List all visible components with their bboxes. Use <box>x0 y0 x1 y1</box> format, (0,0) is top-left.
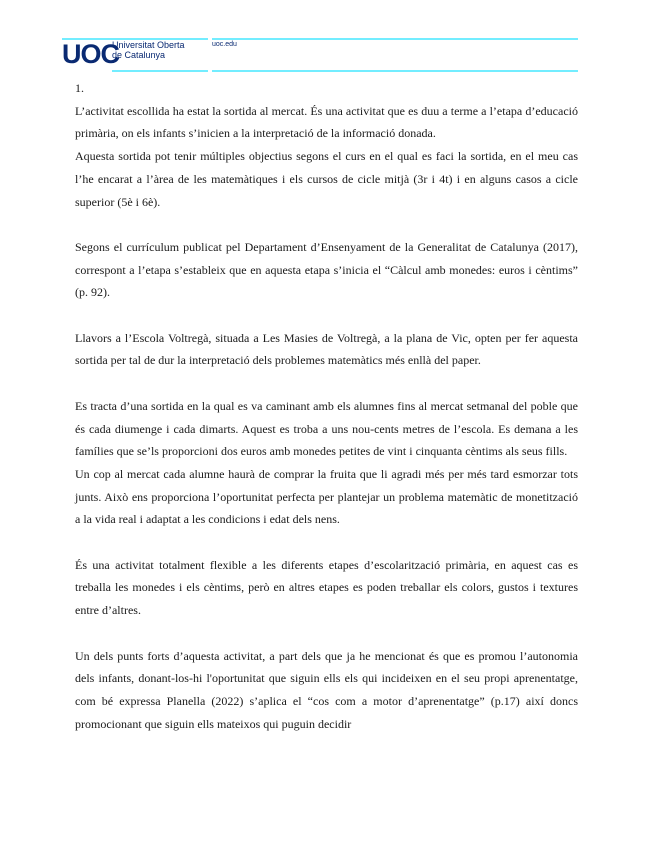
uoc-url: uoc.edu <box>212 41 237 48</box>
document-body <box>75 77 578 735</box>
paragraph-8: Un dels punts forts d’aquesta activitat, a part dels que ja he mencionat és que es promou l’autonomia dels infants, donant-los-hi l'oportunitat que siguin ells els qui incideixen en el seu propi aprenentatge, com bé expressa Planella (2022) s’aplica el “cos com a motor d’aprenentatge” (p.17) així doncs promocionant que siguin ells mateixos qui puguin decidir <box>75 648 578 731</box>
paragraph-6: Un cop al mercat cada alumne haurà de comprar la fruita que li agradi més per més tard esmorzar tots junts. Això ens proporciona l’oportunitat perfecta per plantejar un problema matemàtic de monetització a la vida real i adaptat a les condicions i edat dels nens. <box>75 466 578 527</box>
paragraph-2: Aquesta sortida pot tenir múltiples objectius segons el curs en el qual es faci la sortida, en el meu cas l’he encarat a l’àrea de les matemàtiques i els cursos de cicle mitjà (3r i 4t) i en alguns casos a cicle superior (5è i 6è). <box>75 149 578 209</box>
paragraph-4: Llavors a l’Escola Voltregà, situada a Les Masies de Voltregà, a la plana de Vic, opten per fer aquesta sortida per tal de dur la interpretació dels problemes matemàtics més enllà del paper. <box>75 330 578 368</box>
section-number: 1. <box>75 81 84 95</box>
paragraph-3: Segons el currículum publicat pel Departament d’Ensenyament de la Generalitat de Catalunya (2017), correspont a l’etapa s’estableix que en aquesta etapa s’inicia el “Càlcul amb monedes: euros i cèntims” (p. 92). <box>75 239 578 300</box>
header-rule-right-top <box>212 38 578 40</box>
header-rule-right-bottom <box>212 70 578 72</box>
university-name-line1: Universitat Oberta <box>112 40 185 50</box>
university-name-line2: de Catalunya <box>112 50 166 60</box>
paragraph-1: L’activitat escollida ha estat la sortida al mercat. És una activitat que es duu a terme a l’etapa d’educació primària, on els infants s’inicien a la interpretació de la informació donada. <box>75 103 578 141</box>
page-header <box>0 0 655 80</box>
uoc-logo: UOC <box>62 39 119 69</box>
header-rule-left-bottom <box>112 70 208 72</box>
paragraph-5: Es tracta d’una sortida en la qual es va caminant amb els alumnes fins al mercat setmanal del poble que és cada diumenge i cada dimarts. Aquest es troba a uns nou-cents metres de l’escola. Es demana a les famílies que se’ls proporcioni dos euros amb monedes petites de vint i cinquanta cèntims als seus fills. <box>75 398 578 459</box>
paragraph-7: És una activitat totalment flexible a les diferents etapes d’escolarització primària, en aquest cas es treballa les monedes i els cèntims, però en altres etapes es poden treballar els colors, gustos i textures entre d’altres. <box>75 557 578 618</box>
university-name <box>112 40 185 60</box>
